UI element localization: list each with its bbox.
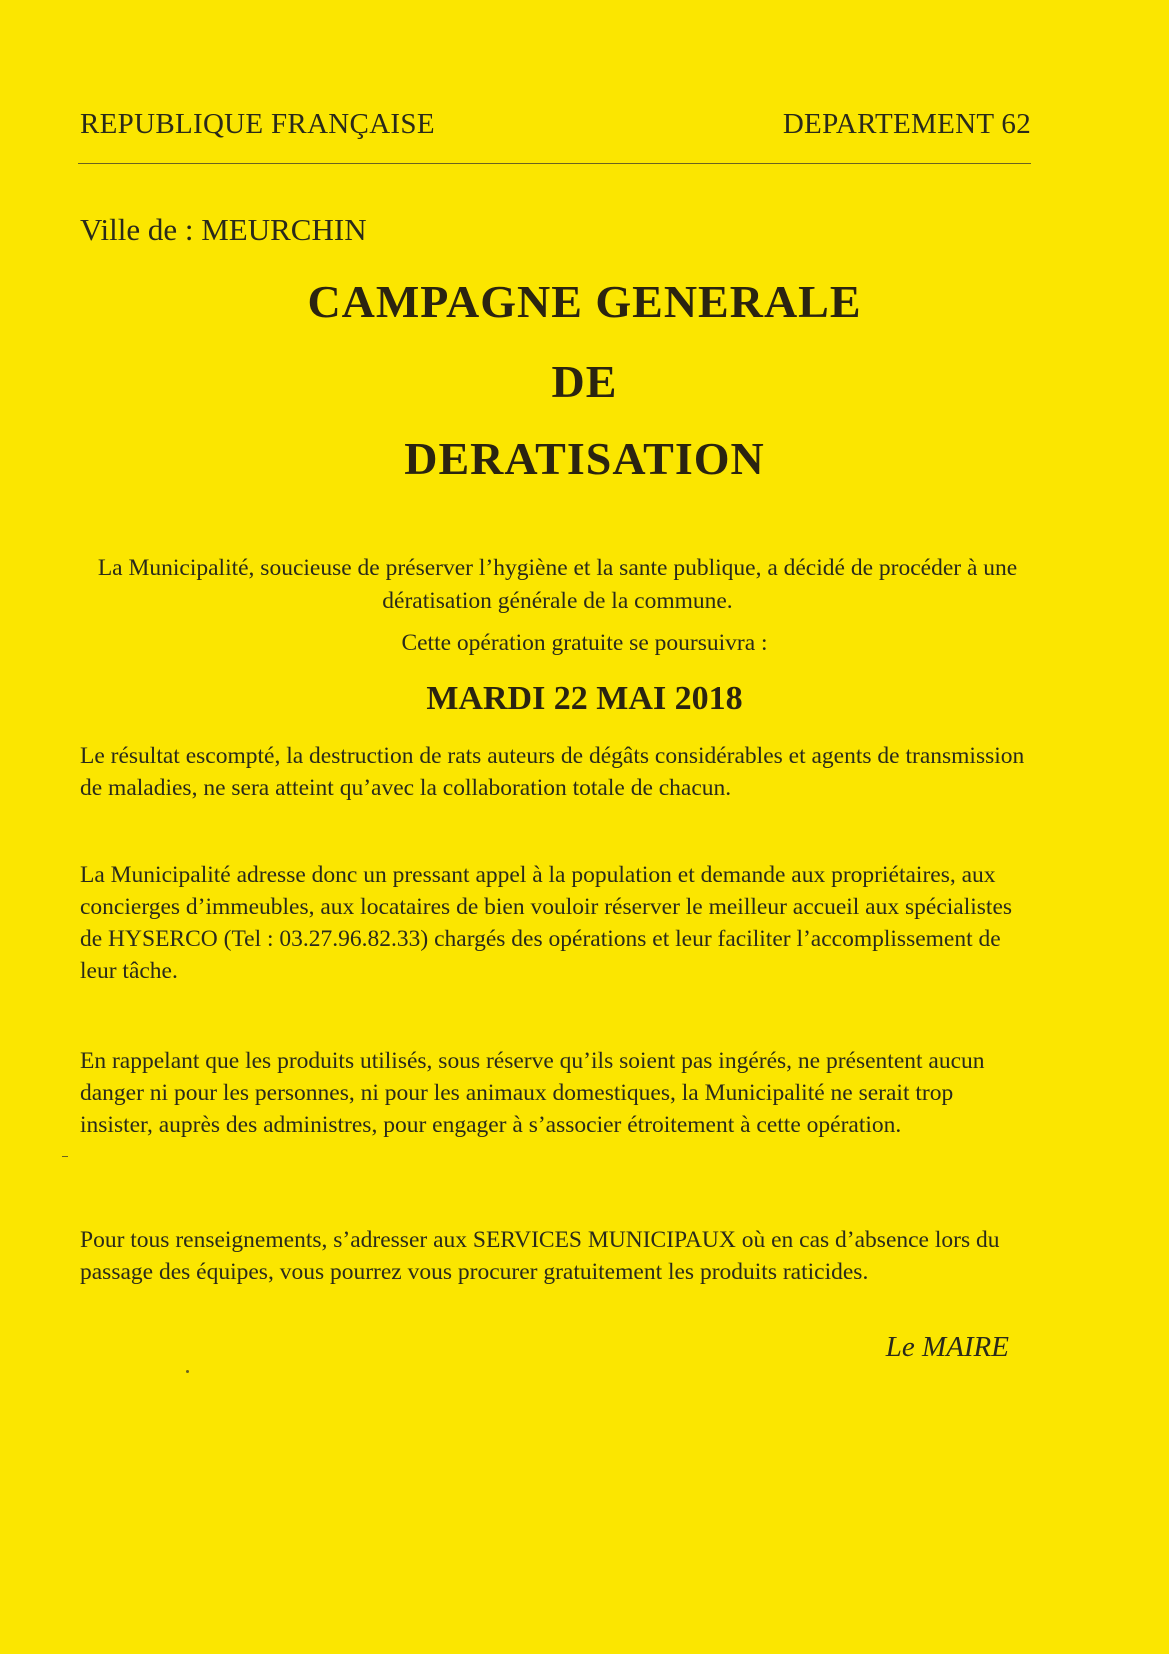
paragraph-safety: En rappelant que les produits utilisés, sous réserve qu’ils soient pas ingérés, ne présentent aucun danger ni pour les personnes, ni pour les animaux domestiques, la Municipalité ne serait trop insister, auprès des administres, pour engager à s’associer étroitement à cette opération. <box>80 1048 985 1138</box>
title-line-2: DE <box>551 356 618 407</box>
paragraph-information: Pour tous renseignements, s’adresser aux SERVICES MUNICIPAUX où en cas d’absence lors du passage des équipes, vous pourrez vous procurer gratuitement les produits raticides. <box>80 1227 1000 1285</box>
title-line-1: CAMPAGNE GENERALE <box>307 276 862 327</box>
paragraph-result: Le résultat escompté, la destruction de rats auteurs de dégâts considérables et agents de transmission de maladies, ne sera atteint qu’avec la collaboration totale de chacun. <box>80 743 1025 801</box>
town-name: Ville de : MEURCHIN <box>80 212 367 247</box>
header-republic: REPUBLIQUE FRANÇAISE <box>80 108 435 140</box>
paper-speck <box>62 1156 68 1157</box>
operation-lead: Cette opération gratuite se poursuivra : <box>401 630 768 656</box>
header-department: DEPARTEMENT 62 <box>782 108 1031 140</box>
title-line-3: DERATISATION <box>404 433 765 484</box>
mayor-signature: Le MAIRE <box>885 1331 1009 1363</box>
paragraph-appeal: La Municipalité adresse donc un pressant appel à la population et demande aux propriétaires, aux concierges d’immeubles, aux locataires de bien vouloir réserver le meilleur accueil aux spécialistes de HYSERCO (Tel : 03.27.96.82.33) chargés des opérations et leur faciliter l’accomplissement de leur tâche. <box>80 862 1013 984</box>
operation-date: MARDI 22 MAI 2018 <box>426 680 743 717</box>
paper-speck <box>186 1370 189 1373</box>
header-divider <box>78 163 1031 164</box>
intro-paragraph: La Municipalité, soucieuse de préserver l’hygiène et la sante publique, a décidé de procéder à une dératisation générale de la commune. <box>97 555 1018 614</box>
